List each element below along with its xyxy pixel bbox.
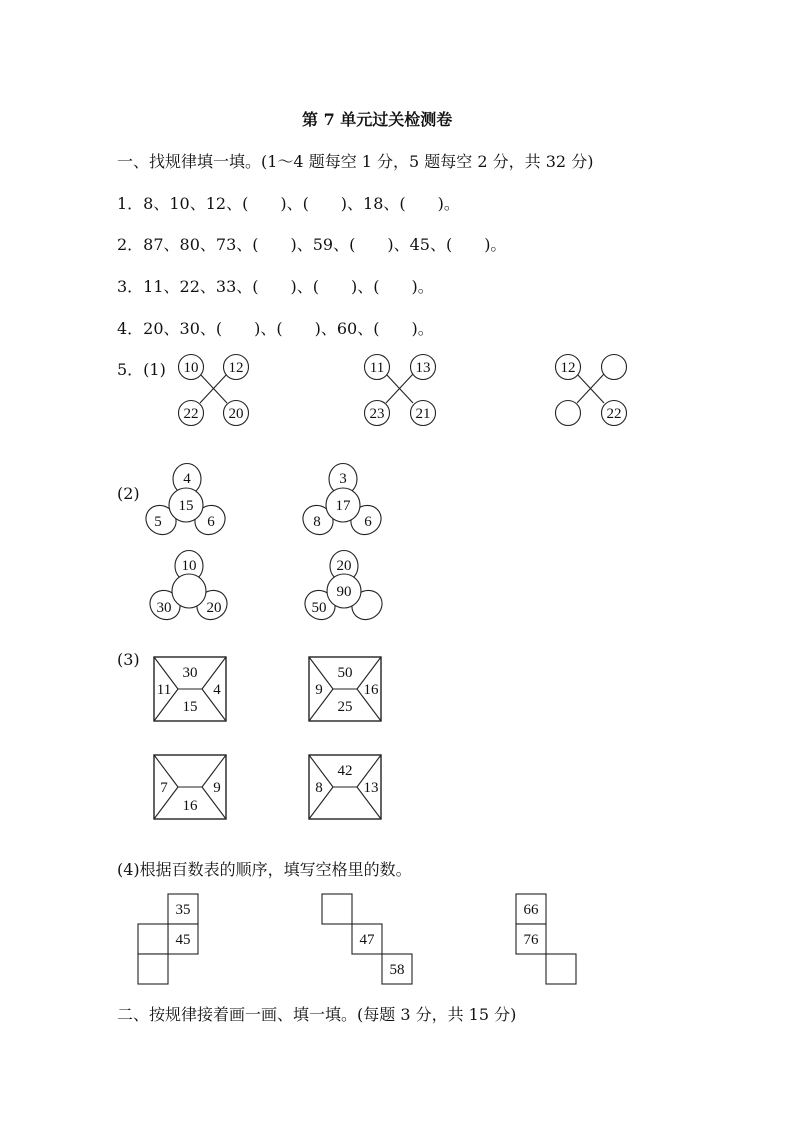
petal-number: 15 bbox=[178, 498, 194, 514]
petal-number: 30 bbox=[156, 600, 172, 616]
petal-number: 20 bbox=[336, 558, 352, 574]
petal-number: 10 bbox=[181, 558, 197, 574]
petal-number: 6 bbox=[364, 514, 372, 530]
square-number: 11 bbox=[156, 682, 172, 698]
square-number: 16 bbox=[363, 682, 379, 698]
envelope-square-1 bbox=[154, 657, 226, 721]
cross-number: 21 bbox=[415, 406, 431, 422]
square-number: 16 bbox=[182, 798, 198, 814]
square-number: 13 bbox=[363, 780, 379, 796]
petal-number: 5 bbox=[154, 514, 162, 530]
petal-number: 20 bbox=[206, 600, 222, 616]
petal-number: 17 bbox=[335, 498, 351, 514]
petal-diagram-1 bbox=[140, 464, 230, 541]
petal-number: 4 bbox=[183, 471, 191, 487]
cross-number: 22 bbox=[606, 406, 622, 422]
cross-number: 11 bbox=[369, 360, 385, 376]
section1-heading: 一、找规律填一填。(1～4 题每空 1 分，5 题每空 2 分，共 32 分) bbox=[117, 152, 594, 171]
square-number: 50 bbox=[337, 665, 353, 681]
petal-diagram-3 bbox=[144, 551, 232, 626]
hundred-chart-fragment-3 bbox=[516, 894, 576, 984]
question-2: 2．87、80、73、( )、59、( )、45、( )。 bbox=[117, 235, 507, 254]
question-1: 1．8、10、12、( )、( )、18、( )。 bbox=[117, 194, 460, 213]
chart-cell-number: 76 bbox=[523, 932, 539, 948]
question-5-label: 5．(1) bbox=[117, 360, 166, 379]
petal-diagram-4 bbox=[299, 551, 387, 626]
cross-number: 10 bbox=[183, 360, 199, 376]
cross-number: 20 bbox=[228, 406, 244, 422]
square-number: 25 bbox=[337, 699, 353, 715]
square-number: 7 bbox=[160, 780, 168, 796]
chart-cell-number: 66 bbox=[523, 902, 539, 918]
question-5-2-label: (2) bbox=[117, 484, 140, 503]
square-number: 8 bbox=[315, 780, 323, 796]
cross-diagram-3 bbox=[556, 355, 627, 426]
cross-diagram-1 bbox=[179, 355, 249, 426]
square-number: 9 bbox=[315, 682, 323, 698]
question-3: 3．11、22、33、( )、( )、( )。 bbox=[117, 277, 434, 296]
petal-number: 90 bbox=[336, 584, 352, 600]
hundred-chart-fragment-2 bbox=[322, 894, 412, 984]
envelope-square-2 bbox=[309, 657, 381, 721]
square-number: 9 bbox=[213, 780, 221, 796]
question-5-4-text: (4)根据百数表的顺序，填写空格里的数。 bbox=[117, 860, 412, 879]
petal-number: 6 bbox=[207, 514, 215, 530]
cross-number: 12 bbox=[228, 360, 244, 376]
chart-cell-number: 35 bbox=[175, 902, 191, 918]
square-number: 15 bbox=[182, 699, 198, 715]
section2-heading: 二、按规律接着画一画、填一填。(每题 3 分，共 15 分) bbox=[117, 1005, 517, 1024]
envelope-square-4 bbox=[309, 755, 381, 819]
hundred-chart-fragment-1 bbox=[138, 894, 198, 984]
square-number: 30 bbox=[182, 665, 198, 681]
chart-cell-number: 58 bbox=[389, 962, 405, 978]
petal-diagram-2 bbox=[297, 464, 386, 541]
petal-number: 50 bbox=[311, 600, 327, 616]
page-title: 第 7 单元过关检测卷 bbox=[302, 110, 453, 129]
petal-number: 3 bbox=[339, 471, 347, 487]
square-number: 42 bbox=[337, 763, 353, 779]
petal-number: 8 bbox=[313, 514, 321, 530]
question-5-3-label: (3) bbox=[117, 650, 140, 669]
cross-number: 13 bbox=[415, 360, 431, 376]
chart-cell-number: 45 bbox=[175, 932, 191, 948]
cross-number: 23 bbox=[369, 406, 385, 422]
chart-cell-number: 47 bbox=[359, 932, 375, 948]
envelope-square-3 bbox=[154, 755, 226, 819]
square-number: 4 bbox=[213, 682, 221, 698]
cross-diagram-2 bbox=[365, 355, 436, 426]
question-4: 4．20、30、( )、( )、60、( )。 bbox=[117, 319, 434, 338]
cross-number: 12 bbox=[560, 360, 576, 376]
cross-number: 22 bbox=[183, 406, 199, 422]
